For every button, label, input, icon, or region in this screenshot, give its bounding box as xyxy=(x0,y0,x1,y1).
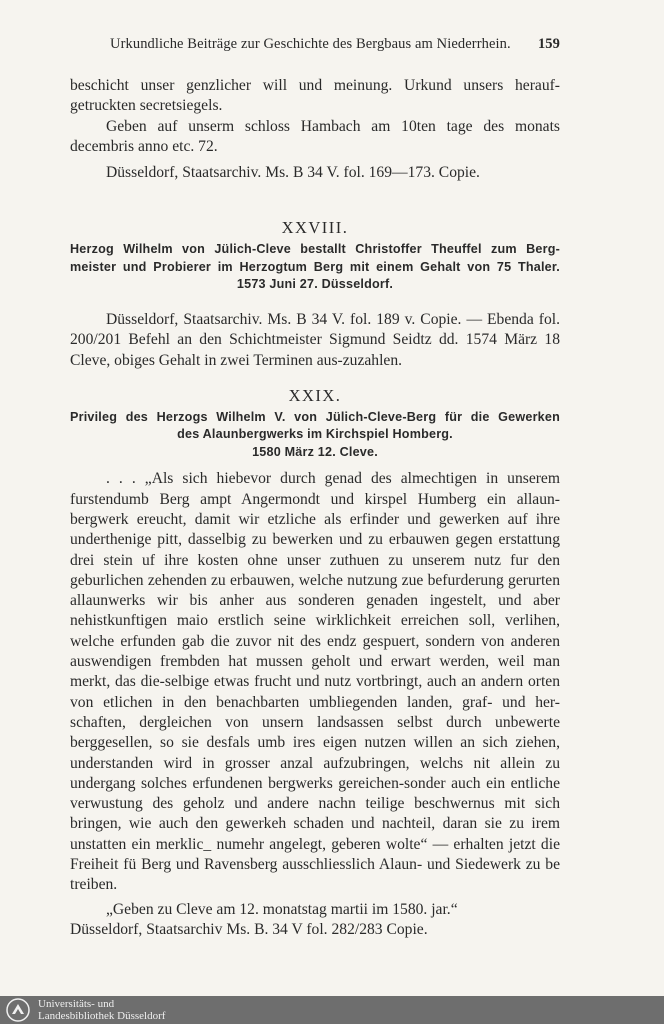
doc28-heading-date: 1573 Juni 27. Düsseldorf. xyxy=(236,277,394,292)
doc28-heading-line-2: meister und Probierer im Herzogtum Berg mit einem Gehalt von 75 Thaler. xyxy=(70,259,560,274)
doc29-heading-line-2: des Alaunbergwerks im Kirchspiel Homberg. xyxy=(177,427,453,442)
library-name-line-1: Universitäts- und xyxy=(38,998,115,1010)
doc27-line-1: beschicht unser genzlicher will und meinung. Urkund unsers herauf- xyxy=(70,77,560,94)
library-footer xyxy=(0,996,664,1024)
page-number: 159 xyxy=(537,36,560,52)
doc29-text: . . . „Als sich hiebevor durch genad des almechtigen in unserem furstendumb Berg ampt Angermondt und kirspel Humberg ein allaun-bergwerk ereucht, damit wir etzliche als erfinder und gewerken auf ihre underthenige pitt, dasselbig zu bewerken und zu erbauwen gegen erstattung drei stein uf ihre kosten ohne unser zuthuen zu unserem nutz fur den geburlichen zehenden zu erbauwen, welche nutzung zue befurderung gerurten allaunwerks wir bis anher aus sonderen genaden ingestelt, und aber nehistkunftigen maio erstlich seine wirklichkeit erreichen soll, verlihen, welche erfunden gab die zuvor nit des endz gespuert, sondern von anderen auswendigen frembden hat mussen geholt und erwart werden, weil man merkt, das die-selbige etwas frucht und nutz vortbringt, auch an andern orten von etlichen in den benachbarten umbliegenden landen, graf- und her-schaften, dergleichen von unsern landsassen selbst durch unbewerte berggesellen, so sie desfals umb ires eigen nutzen willen an sich ziehen, understanden wird in grosser anzal aufzubringen, welchs nit allein zu undergang solches erfundenen bergwerks gereichen-sonder auch ein entliche verwustung des geholz und andere nachn teilige beschwernus mit sich bringen, wie auch den gewerkeh schaden und nachteil, daran sie zu irem unstatten ein merklic_ numehr angelegt, geberen wolte“ — erhalten jetzt die Freiheit fü Berg und Ravensberg ausschliesslich Alaun- und Siedewerk zu be treiben. xyxy=(70,470,560,894)
doc29-number: XXIX. xyxy=(288,385,342,405)
doc29-dated: „Geben zu Cleve am 12. monatstag martii im 1580. jar.“ xyxy=(106,900,458,918)
doc29-heading-date: 1580 März 12. Cleve. xyxy=(252,444,378,459)
doc28-heading xyxy=(70,241,560,294)
doc29-heading-line-1: Privileg des Herzogs Wilhelm V. von Jülich-Cleve-Berg für die Gewerken xyxy=(70,409,560,424)
library-name xyxy=(38,998,165,1022)
library-logo-icon xyxy=(6,998,30,1022)
running-title: Urkundliche Beiträge zur Geschichte des Bergbaus am Niederrhein. xyxy=(110,36,511,52)
doc29-heading xyxy=(70,409,560,462)
library-name-line-2: Landesbibliothek Düsseldorf xyxy=(38,1010,166,1022)
doc28-note: Düsseldorf, Staatsarchiv. Ms. B 34 V. fol. 189 v. Copie. — Ebenda fol. 200/201 Befehl an den Schichtmeister Sigmund Seidtz dd. 1574 März 18 Cleve, obiges Gehalt in zwei Terminen aus-zuzahlen. xyxy=(70,310,560,369)
doc28-number: XXVIII. xyxy=(281,218,349,238)
doc27-source: Düsseldorf, Staatsarchiv. Ms. B 34 V. fol. 169—173. Copie. xyxy=(106,164,480,182)
page-body xyxy=(70,76,560,940)
doc27-line-2: getruckten secretsiegels. xyxy=(70,97,223,115)
doc28-heading-line-1: Herzog Wilhelm von Jülich-Cleve bestallt Christoffer Theuffel zum Berg- xyxy=(70,242,560,257)
doc29-source: Düsseldorf, Staatsarchiv Ms. B. 34 V fol. 282/283 Copie. xyxy=(70,920,428,938)
doc27-dated: Geben auf unserm schloss Hambach am 10ten tage des monats decembris anno etc. 72. xyxy=(70,117,560,155)
